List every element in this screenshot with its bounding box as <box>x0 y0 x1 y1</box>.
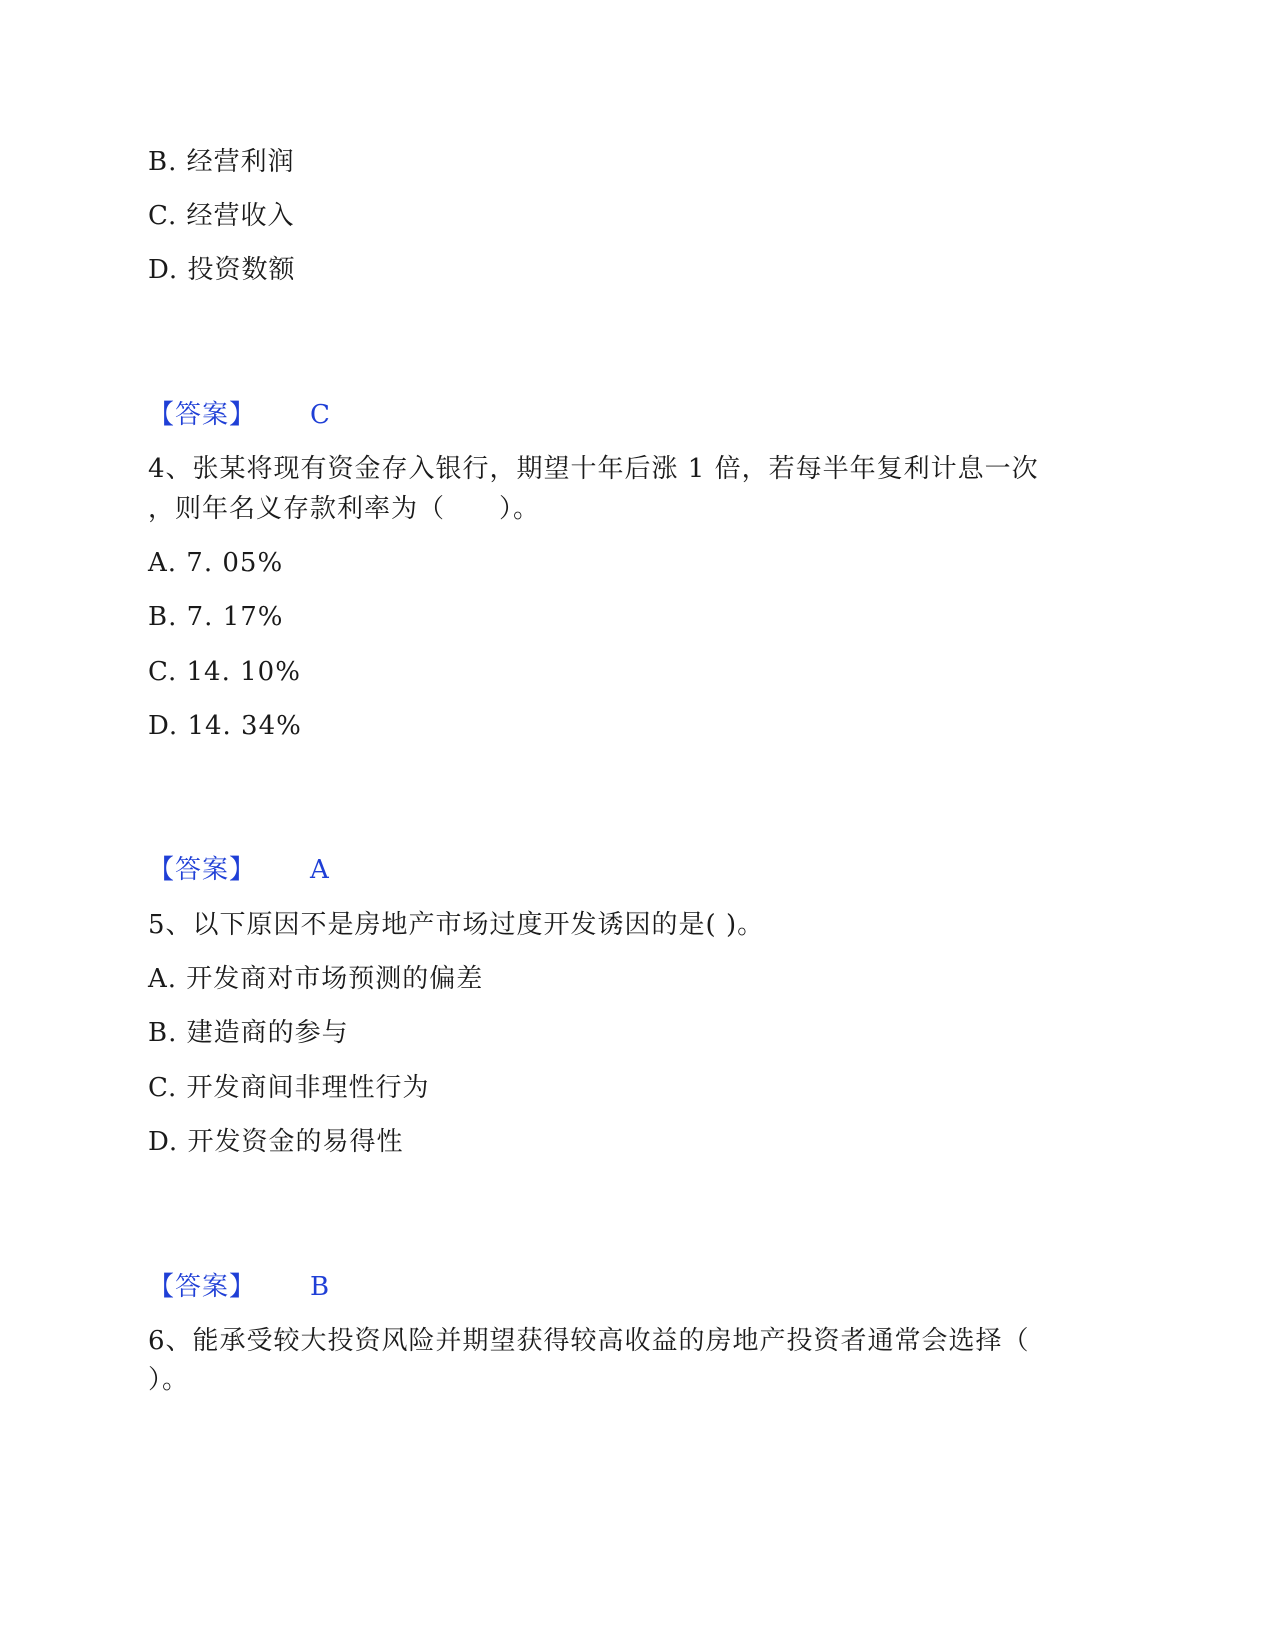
q5-answer <box>148 1270 329 1304</box>
q4-option-a: A. 7. 05% <box>148 548 284 578</box>
answer-label: 【答案】 <box>148 400 257 430</box>
q5-option-c: C. 开发商间非理性行为 <box>148 1073 430 1103</box>
answer-label: 【答案】 <box>148 855 257 885</box>
q3-option-b: B. 经营利润 <box>148 147 295 177</box>
q5-option-b: B. 建造商的参与 <box>148 1018 349 1048</box>
q3-option-c: C. 经营收入 <box>148 201 295 231</box>
q5-option-a: A. 开发商对市场预测的偏差 <box>148 964 484 994</box>
q4-option-b: B. 7. 17% <box>148 602 284 632</box>
q6-stem-line1: 6、能承受较大投资风险并期望获得较高收益的房地产投资者通常会选择（ <box>148 1326 1030 1356</box>
q4-stem-line2: ，则年名义存款利率为（ ）。 <box>148 494 541 524</box>
answer-label: 【答案】 <box>148 1272 257 1302</box>
q3-option-d: D. 投资数额 <box>148 255 296 285</box>
q4-option-c: C. 14. 10% <box>148 657 301 687</box>
q3-answer <box>148 398 330 432</box>
answer-value: C <box>310 400 330 430</box>
answer-value: A <box>310 855 329 885</box>
q4-answer <box>148 853 329 887</box>
q6-stem-line2: ）。 <box>148 1365 190 1395</box>
q5-option-d: D. 开发资金的易得性 <box>148 1127 404 1157</box>
q5-stem: 5、以下原因不是房地产市场过度开发诱因的是( )。 <box>148 910 765 940</box>
q4-stem-line1: 4、张某将现有资金存入银行，期望十年后涨 1 倍，若每半年复利计息一次 <box>148 454 1039 484</box>
q4-option-d: D. 14. 34% <box>148 711 302 741</box>
answer-value: B <box>310 1272 330 1302</box>
